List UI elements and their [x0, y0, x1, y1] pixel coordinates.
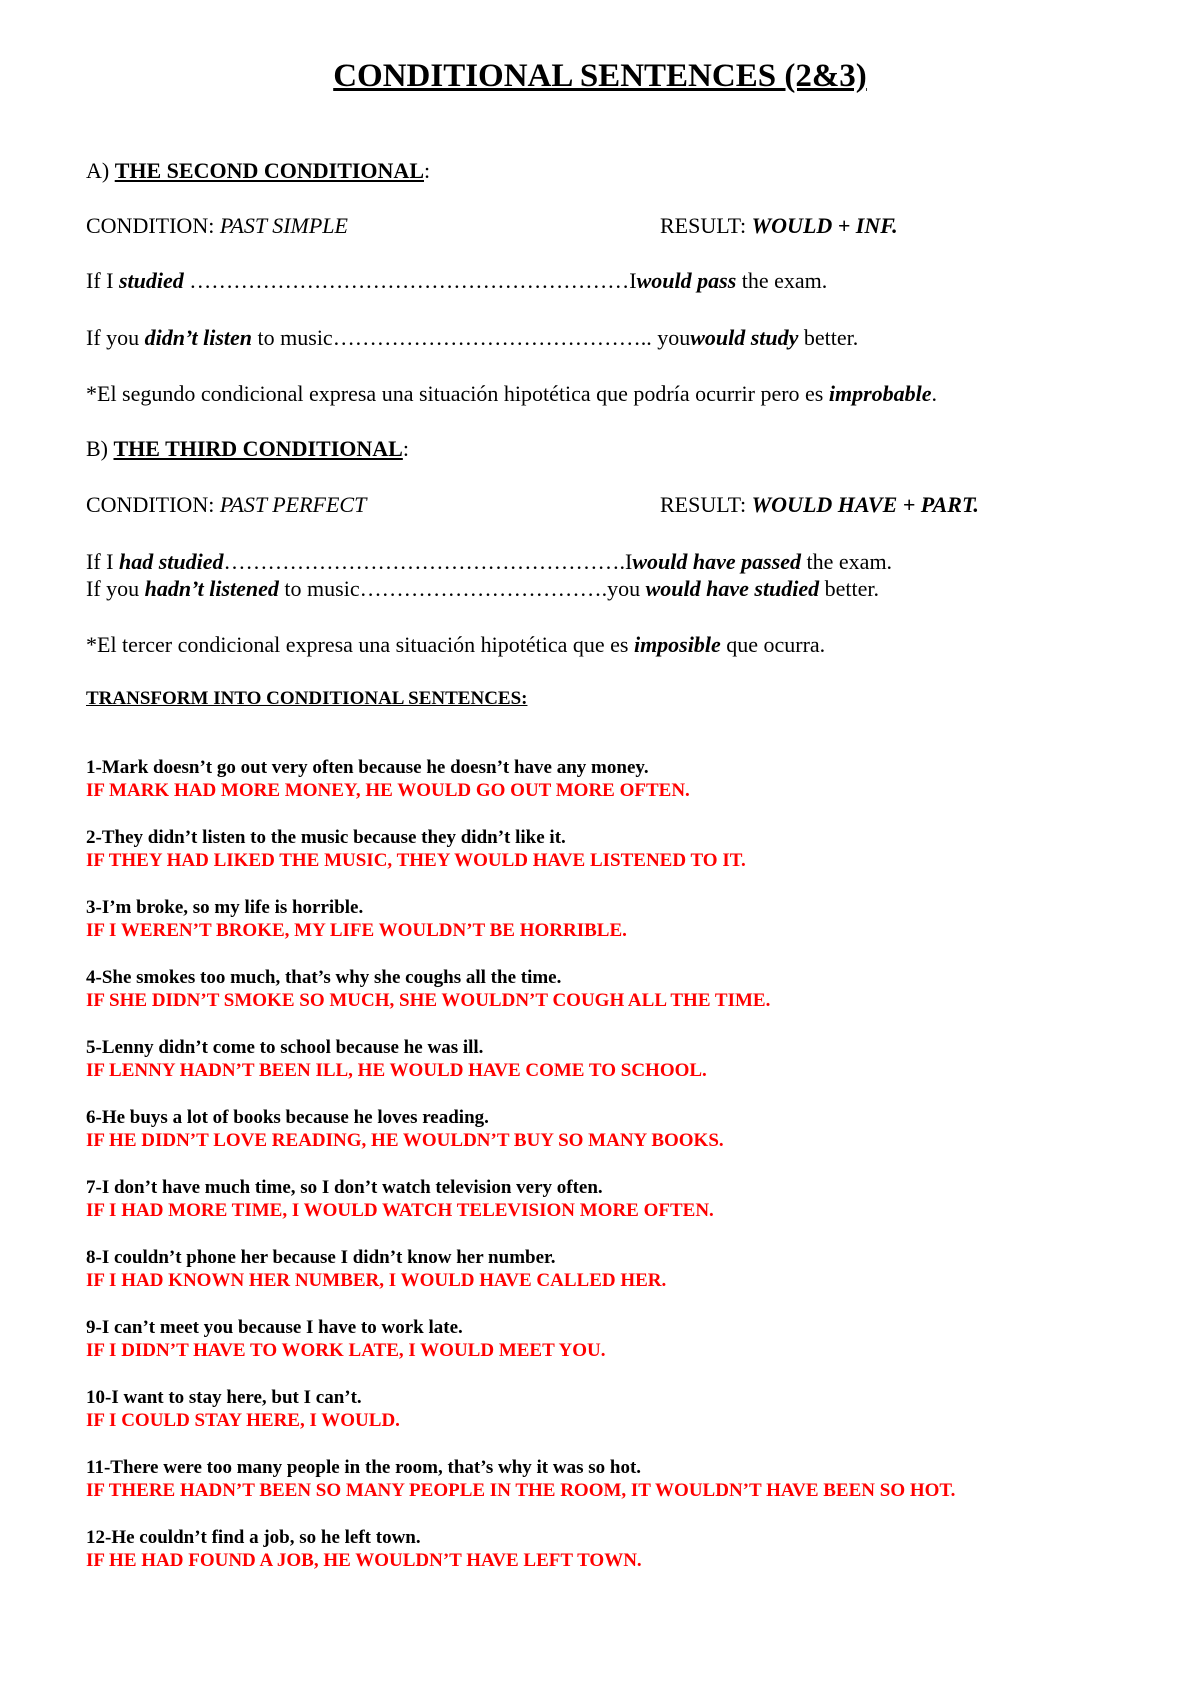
section-a-condition: CONDITION: PAST SIMPLE [86, 213, 348, 238]
exercise-question: 3-I’m broke, so my life is horrible. [86, 897, 364, 918]
exercise-question: 1-Mark doesn’t go out very often because he doesn’t have any money. [86, 757, 649, 778]
exercise-question: 9-I can’t meet you because I have to work late. [86, 1317, 463, 1338]
exercise-answer: IF LENNY HADN’T BEEN ILL, HE WOULD HAVE COME TO SCHOOL. [86, 1060, 707, 1081]
exercise-question: 11-There were too many people in the room, that’s why it was so hot. [86, 1457, 642, 1478]
section-b-result: RESULT: WOULD HAVE + PART. [660, 492, 979, 517]
exercise-answer: IF HE DIDN’T LOVE READING, HE WOULDN’T BUY SO MANY BOOKS. [86, 1130, 724, 1151]
exercise-question: 8-I couldn’t phone her because I didn’t know her number. [86, 1247, 556, 1268]
section-b-note: *El tercer condicional expresa una situación hipotética que es imposible que ocurra. [86, 632, 826, 657]
section-b-heading: B) THE THIRD CONDITIONAL: [86, 436, 409, 461]
exercise-answer: IF I HAD KNOWN HER NUMBER, I WOULD HAVE CALLED HER. [86, 1270, 667, 1291]
exercise-question: 7-I don’t have much time, so I don’t watch television very often. [86, 1177, 603, 1198]
section-b-example-1: If I had studied……………………………………………….Iwould have passed the exam. [86, 549, 893, 574]
section-a-note: *El segundo condicional expresa una situación hipotética que podría ocurrir pero es improbable. [86, 381, 938, 406]
exercise-question: 10-I want to stay here, but I can’t. [86, 1387, 362, 1408]
exercise-answer: IF HE HAD FOUND A JOB, HE WOULDN’T HAVE LEFT TOWN. [86, 1550, 642, 1571]
exercise-answer: IF THERE HADN’T BEEN SO MANY PEOPLE IN THE ROOM, IT WOULDN’T HAVE BEEN SO HOT. [86, 1480, 956, 1501]
section-a-example-2: If you didn’t listen to music…………………………………….. youwould study better. [86, 325, 859, 350]
section-a-result: RESULT: WOULD + INF. [660, 213, 898, 238]
section-a-example-1: If I studied ……………………………………………………Iwould pass the exam. [86, 268, 828, 293]
exercise-answer: IF I WEREN’T BROKE, MY LIFE WOULDN’T BE HORRIBLE. [86, 920, 627, 941]
exercise-question: 4-She smokes too much, that’s why she coughs all the time. [86, 967, 562, 988]
section-b-example-2: If you hadn’t listened to music…………………………….you would have studied better. [86, 576, 880, 601]
exercise-question: 12-He couldn’t find a job, so he left town. [86, 1527, 421, 1548]
section-a-heading: A) THE SECOND CONDITIONAL: [86, 158, 431, 183]
page-title: CONDITIONAL SENTENCES (2&3) [333, 58, 867, 94]
exercise-heading: TRANSFORM INTO CONDITIONAL SENTENCES: [86, 688, 528, 709]
exercise-answer: IF SHE DIDN’T SMOKE SO MUCH, SHE WOULDN’T COUGH ALL THE TIME. [86, 990, 771, 1011]
exercise-answer: IF I DIDN’T HAVE TO WORK LATE, I WOULD MEET YOU. [86, 1340, 606, 1361]
exercise-answer: IF THEY HAD LIKED THE MUSIC, THEY WOULD HAVE LISTENED TO IT. [86, 850, 746, 871]
exercise-question: 5-Lenny didn’t come to school because he was ill. [86, 1037, 484, 1058]
exercise-answer: IF MARK HAD MORE MONEY, HE WOULD GO OUT MORE OFTEN. [86, 780, 690, 801]
exercise-question: 6-He buys a lot of books because he loves reading. [86, 1107, 489, 1128]
section-b-condition: CONDITION: PAST PERFECT [86, 492, 367, 517]
exercise-question: 2-They didn’t listen to the music because they didn’t like it. [86, 827, 566, 848]
exercise-answer: IF I COULD STAY HERE, I WOULD. [86, 1410, 400, 1431]
exercise-answer: IF I HAD MORE TIME, I WOULD WATCH TELEVISION MORE OFTEN. [86, 1200, 714, 1221]
